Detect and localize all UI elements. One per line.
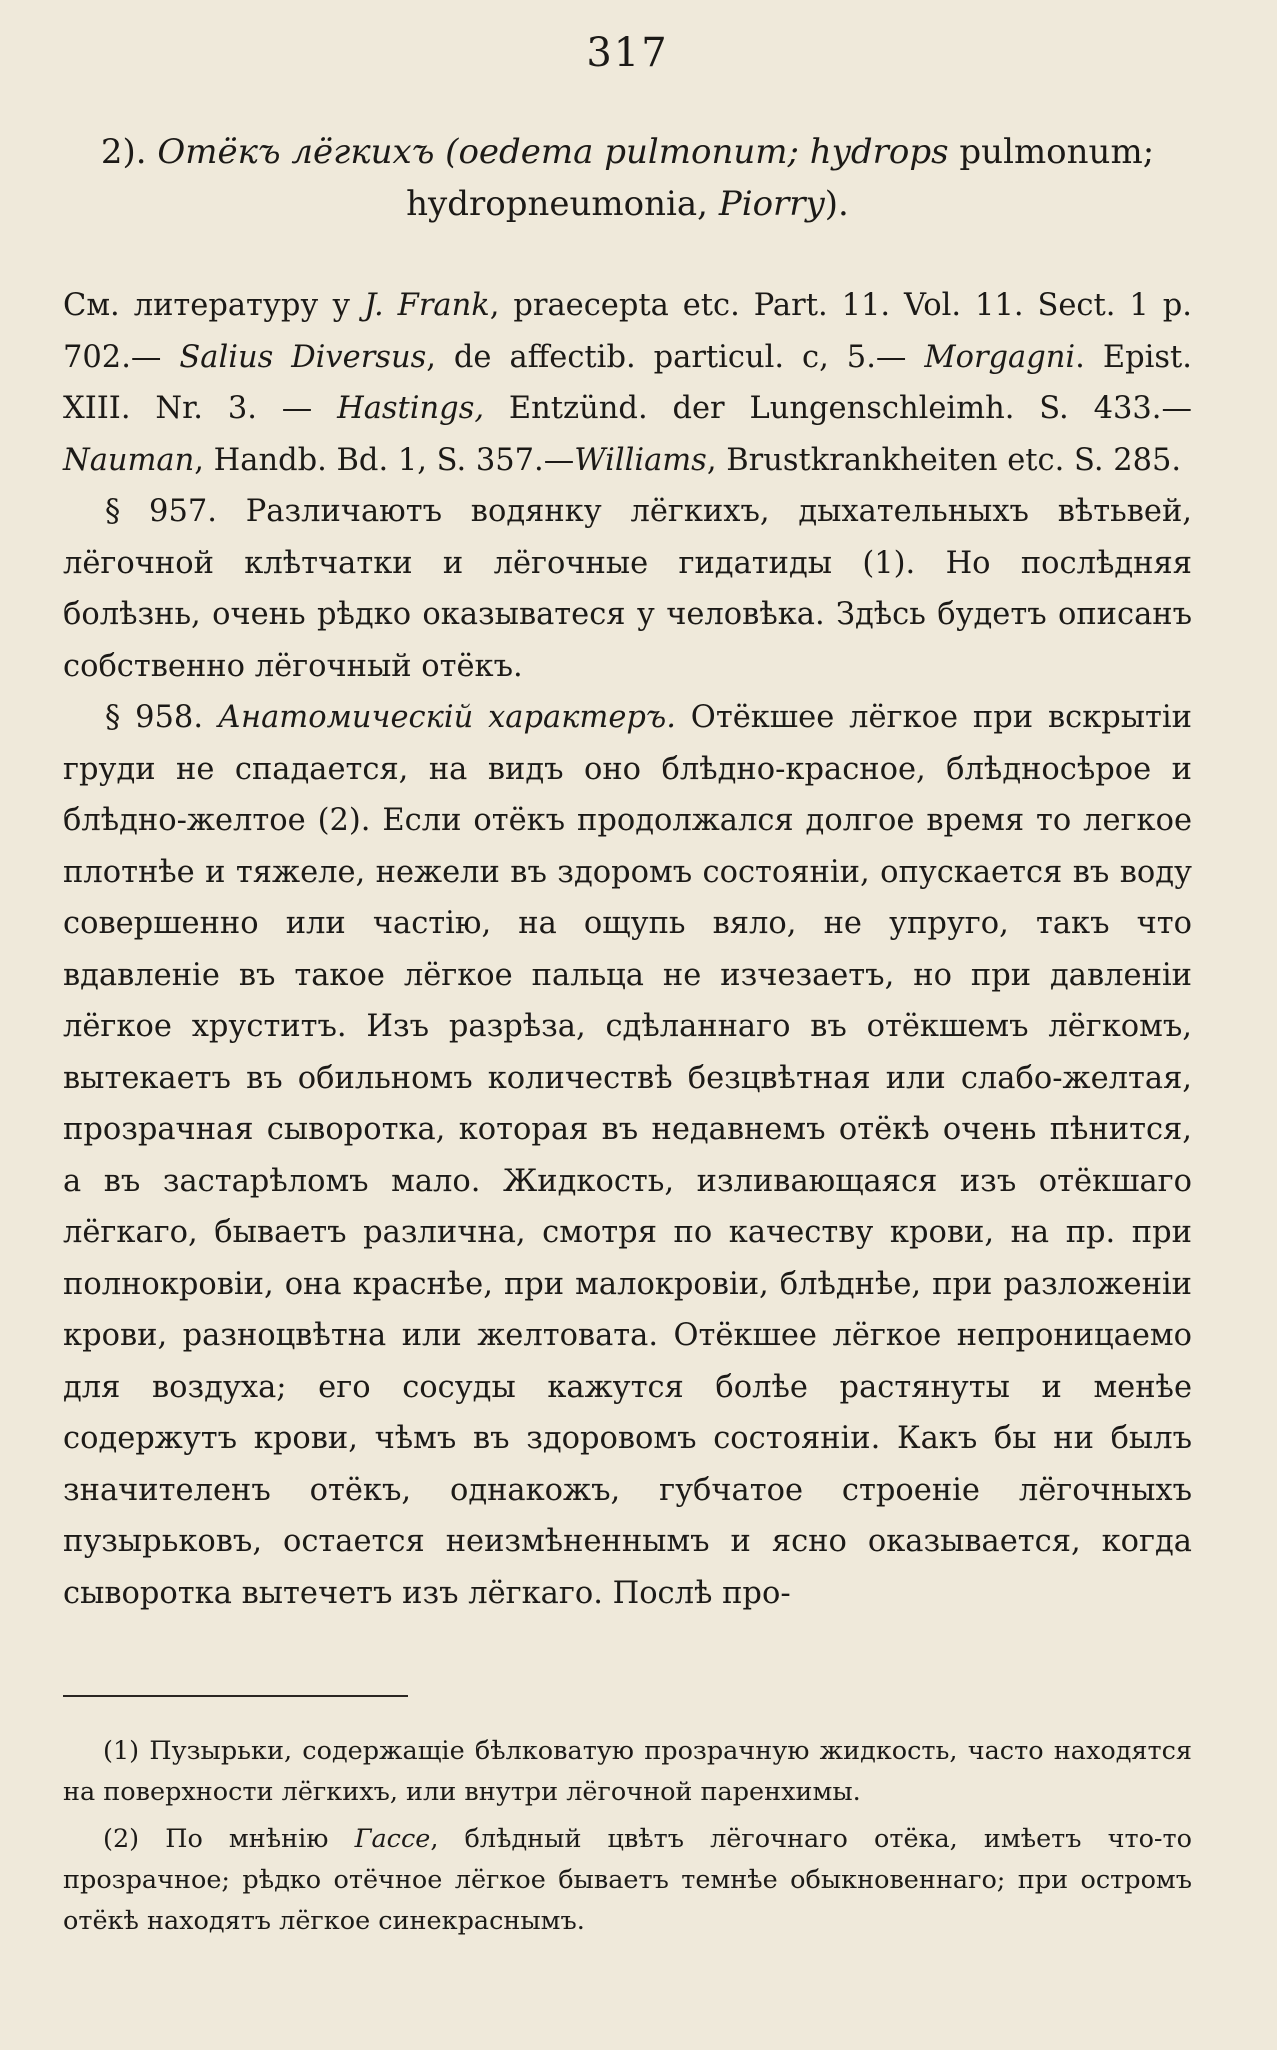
title-number: 2). xyxy=(100,132,147,172)
paragraph-text: Отёкшее лёгкое при вскрытіи груди не спадается, на видъ оно блѣдно-красное, блѣдносѣрое и блѣдно-желтое (2). Если отёкъ продолжался долгое время то легкое плотнѣе и тяжеле, нежели въ здоромъ состояніи, опускается въ воду совершенно или частію, на ощупь вяло, не упруго, такъ что вдавленіе въ такое лёгкое пальца не изчезаетъ, но при давленіи лёгкое хруститъ. Изъ разрѣза, сдѣланнаго въ отёкшемъ лёгкомъ, вытекаетъ въ обильномъ количествѣ безцвѣтная или слабо-желтая, прозрачная сыворотка, которая въ недавнемъ отёкѣ очень пѣнится, а въ застарѣломъ мало. Жидкость, изливающаяся изъ отёкшаго лёгкаго, бываетъ различна, смотря по качеству крови, на пр. при полнокровіи, она краснѣе, при малокровіи, блѣднѣе, при разложеніи крови, разноцвѣтна или желтовата. Отёкшее лёгкое непроницаемо для воздуха; его сосуды кажутся болѣе растянуты и менѣе содержутъ крови, чѣмъ въ здоровомъ состояніи. Какъ бы ни былъ значителенъ отёкъ, однакожъ, губчатое строеніе лёгочныхъ пузырьковъ, остается неизмѣненнымъ и ясно оказывается, когда сыворотка вытечетъ изъ лёгкаго. Послѣ про- xyxy=(63,700,1193,1611)
ref-author: Morgagni xyxy=(924,339,1076,375)
ref-text: . Epist. XIII. Nr. 3. — xyxy=(63,339,1192,426)
title-author: Piorry xyxy=(718,184,825,224)
paragraph-957 xyxy=(63,486,1192,692)
ref-text: , de affectib. particul. c, 5.— xyxy=(426,339,925,375)
ref-text: Entzünd. der Lungenschleimh. S. 433.— xyxy=(484,391,1192,426)
ref-author: Salius Diversus xyxy=(179,339,427,375)
ref-text: , Brustkrankheiten etc. S. 285. xyxy=(706,442,1182,478)
title-end: ). xyxy=(824,184,849,224)
page-number: 317 xyxy=(586,30,669,76)
paragraph-heading: Анатомическій характеръ. xyxy=(203,700,676,735)
literature-references xyxy=(63,280,1192,486)
ref-author: Williams xyxy=(574,442,707,478)
ref-text: , praecepta etc. Part. 11. Vol. 11. Sect. 1 p. 702.— xyxy=(63,288,1192,375)
ref-text: , Handb. Bd. 1, S. 357.— xyxy=(194,442,575,478)
footnote-2 xyxy=(63,1819,1192,1942)
ref-text: См. литературу у xyxy=(63,288,365,323)
paragraph-958 xyxy=(63,692,1192,1619)
footnote-1: (1) Пузырьки, содержащіе бѣлковатую прозрачную жидкость, часто находятся на поверхности лёгкихъ, или внутри лёгочной паренхимы. xyxy=(63,1736,1192,1807)
title-line2: hydropneumonia, xyxy=(406,184,708,224)
footnote-divider xyxy=(63,1695,408,1697)
footnote-text: (2) По мнѣнію xyxy=(103,1824,355,1854)
ref-author: Hastings, xyxy=(337,391,485,426)
title-plain: pulmonum; xyxy=(959,132,1155,172)
footnotes xyxy=(63,1731,1192,1942)
ref-author: Nauman xyxy=(63,442,195,478)
section-number: § 957. xyxy=(105,494,217,529)
footnote-name: Гассе xyxy=(354,1824,431,1854)
paragraph-text: Различаютъ водянку лёгкихъ, дыхательныхъ вѣтьвей, лёгочной клѣтчатки и лёгочные гидатиды (1). Но послѣдняя болѣзнь, очень рѣдко оказыватеся у человѣка. Здѣсь будетъ описанъ собственно лёгочный отёкъ. xyxy=(63,494,1193,684)
footnote-text: , блѣдный цвѣтъ лёгочнаго отёка, имѣетъ что-то прозрачное; рѣдко отёчное лёгкое бываетъ темнѣе обыкновеннаго; при остромъ отёкѣ находятъ лёгкое синекраснымъ. xyxy=(63,1824,1192,1936)
section-title xyxy=(63,126,1192,230)
ref-author: J. Frank xyxy=(364,288,490,323)
title-italic: Отёкъ лёгкихъ (oedema pulmonum; hydrops xyxy=(157,132,949,172)
section-number: § 958. xyxy=(105,700,204,735)
